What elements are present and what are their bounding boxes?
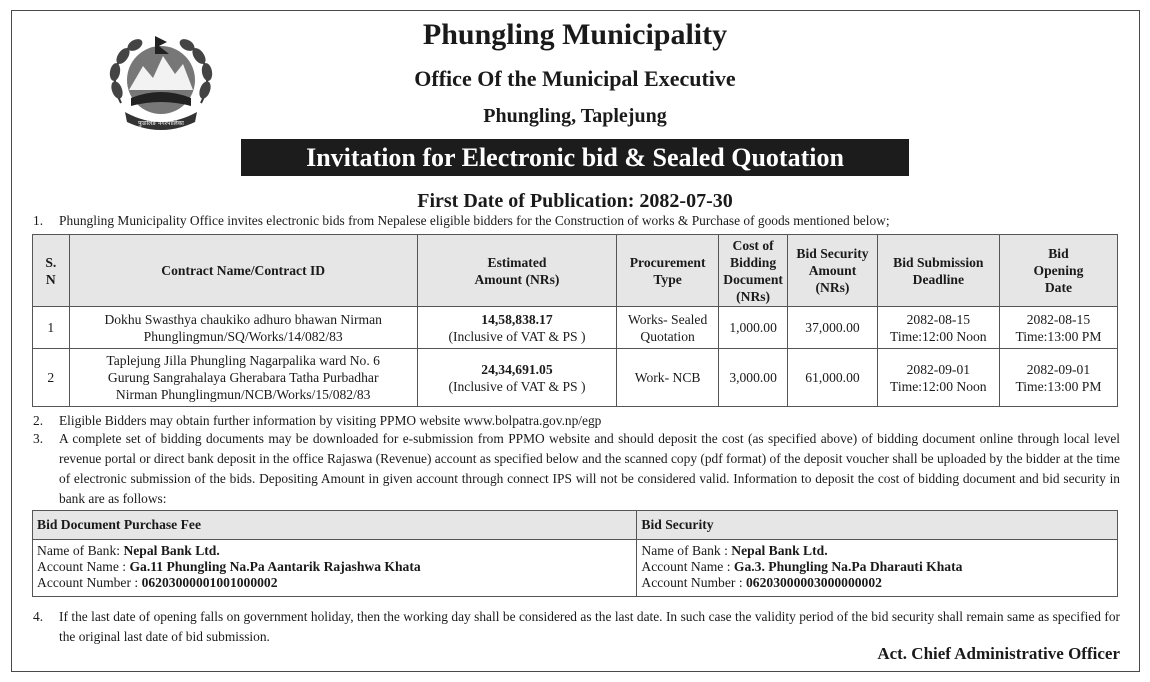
row-sn: 1 [33,307,70,349]
clause-text: A complete set of bidding documents may be downloaded for e-submission from PPMO website and should deposit the cost (as specified above) of bidding document online through local level revenue portal or direct bank deposit in the office Rajaswa (Revenue) account as specified below and the scanned copy (pdf format) of the deposit voucher shall be uploaded by the bidder at the time of electronic submission of the bids. Depositing Amount in given account through connect IPS will not be considered valid. Information to deposit the cost of bidding document and bid security in bank are as follows: [59,431,1120,506]
clause-3 [33,429,1120,509]
bid-table-header [33,235,1118,307]
table-row [33,349,1118,407]
header-procurement-type: Procurement Type [617,235,719,307]
clause-number: 4. [33,609,44,624]
header-amount: Estimated Amount (NRs) [417,235,616,307]
clause-number: 3. [33,431,44,446]
row-document-cost: 3,000.00 [719,349,788,407]
emblem-motto: फुङलिङ नगरपालिका [138,120,184,127]
clause-2 [33,411,1120,431]
row-bid-security: 37,000.00 [788,307,878,349]
purchase-fee-account: Name of Bank: Nepal Bank Ltd. Account Name : Ga.11 Phungling Na.Pa Aantarik Rajashwa Khata Account Number : 06203000001001000002 [33,540,637,597]
signatory: Act. Chief Administrative Officer [877,644,1120,663]
bid-table [32,234,1118,407]
row-opening-date: 2082-09-01 Time:13:00 PM [999,349,1117,407]
row-amount: 24,34,691.05 (Inclusive of VAT & PS ) [417,349,616,407]
location-line: Phungling, Taplejung [483,105,667,127]
header-bid-security: Bid Security [637,511,1118,540]
row-bid-security: 61,000.00 [788,349,878,407]
row-submission-deadline: 2082-09-01 Time:12:00 Noon [877,349,999,407]
row-document-cost: 1,000.00 [719,307,788,349]
row-sn: 2 [33,349,70,407]
clause-text: Eligible Bidders may obtain further information by visiting PPMO website www.bolpatra.gov.np/egp [59,413,602,428]
header-opening-date: Bid Opening Date [999,235,1117,307]
row-amount: 14,58,838.17 (Inclusive of VAT & PS ) [417,307,616,349]
clause-number: 2. [33,413,44,428]
header-contract: Contract Name/Contract ID [69,235,417,307]
header-purchase-fee: Bid Document Purchase Fee [33,511,637,540]
clause-text: If the last date of opening falls on government holiday, then the working day shall be considered as the last date. In such case the validity period of the bid security shall remain same as specified for the original last date of bid submission. [59,609,1120,644]
table-row [33,307,1118,349]
clause-1 [33,211,1120,231]
bank-details-table [32,510,1118,597]
row-procurement-type: Work- NCB [617,349,719,407]
row-submission-deadline: 2082-08-15 Time:12:00 Noon [877,307,999,349]
table-row [33,540,1118,597]
bank-table-header [33,511,1118,540]
row-procurement-type: Works- Sealed Quotation [617,307,719,349]
notice-banner: Invitation for Electronic bid & Sealed Quotation [241,139,909,176]
row-contract: Dokhu Swasthya chaukiko adhuro bhawan Nirman Phunglingmun/SQ/Works/14/082/83 [69,307,417,349]
row-opening-date: 2082-08-15 Time:13:00 PM [999,307,1117,349]
clause-text: Phungling Municipality Office invites electronic bids from Nepalese eligible bidders for the Construction of works & Purchase of goods mentioned below; [59,213,890,228]
office-subtitle: Office Of the Municipal Executive [414,66,736,91]
header-sn: S. N [33,235,70,307]
clause-4 [33,607,1120,647]
row-contract: Taplejung Jilla Phungling Nagarpalika ward No. 6 Gurung Sangrahalaya Gherabara Tatha Purbadhar Nirman Phunglingmun/NCB/Works/15/082/83 [69,349,417,407]
header-submission-deadline: Bid Submission Deadline [877,235,999,307]
publication-date: First Date of Publication: 2082-07-30 [417,190,733,212]
clause-number: 1. [33,213,44,228]
bid-security-account: Name of Bank : Nepal Bank Ltd. Account Name : Ga.3. Phungling Na.Pa Dharauti Khata Account Number : 06203000003000000002 [637,540,1118,597]
header-bid-security: Bid Security Amount (NRs) [788,235,878,307]
header-document-cost: Cost of Bidding Document (NRs) [719,235,788,307]
municipality-title: Phungling Municipality [422,18,728,51]
